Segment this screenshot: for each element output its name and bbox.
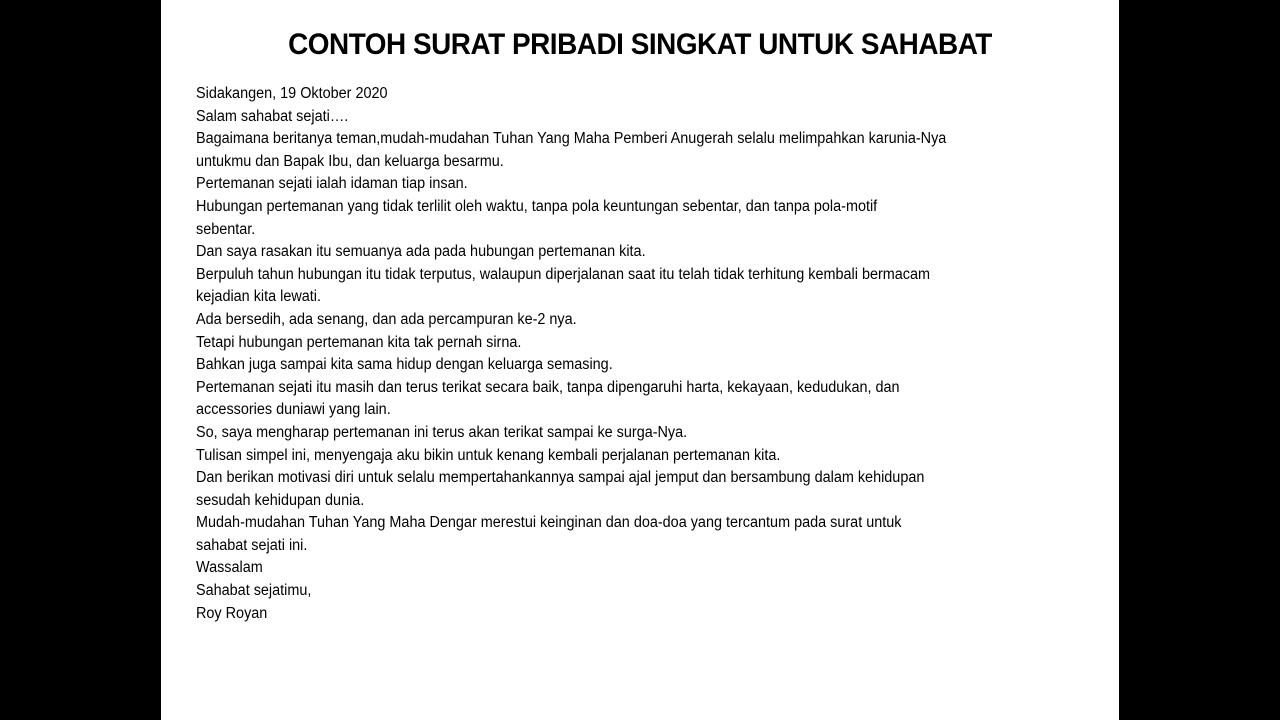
letter-line: untukmu dan Bapak Ibu, dan keluarga besarmu. (196, 152, 504, 170)
letter-line: Ada bersedih, ada senang, dan ada percampuran ke-2 nya. (196, 310, 577, 328)
letter-line: Dan berikan motivasi diri untuk selalu mempertahankannya sampai ajal jemput dan bersambung dalam kehidupan (196, 469, 925, 487)
letter-line: Berpuluh tahun hubungan itu tidak terputus, walaupun diperjalanan saat itu telah tidak terhitung kembali bermacam (196, 265, 931, 283)
letter-line: Tetapi hubungan pertemanan kita tak pernah sirna. (196, 333, 522, 351)
letter-line: sesudah kehidupan dunia. (196, 491, 365, 509)
letter-line: sahabat sejati ini. (196, 536, 308, 554)
letter-line: Tulisan simpel ini, menyengaja aku bikin untuk kenang kembali perjalanan pertemanan kita. (196, 446, 781, 464)
letter-line: sebentar. (196, 220, 256, 238)
letter-line: Dan saya rasakan itu semuanya ada pada hubungan pertemanan kita. (196, 243, 646, 261)
letter-line: Bahkan juga sampai kita sama hidup dengan keluarga semasing. (196, 356, 613, 374)
letter-closing: Wassalam (196, 559, 263, 577)
letter-line: kejadian kita lewati. (196, 288, 322, 306)
letter-line: Mudah-mudahan Tuhan Yang Maha Dengar merestui keinginan dan doa-doa yang tercantum pada surat untuk (196, 514, 902, 532)
document-title: CONTOH SURAT PRIBADI SINGKAT UNTUK SAHABAT (288, 28, 992, 61)
letter-line: Bagaimana beritanya teman,mudah-mudahan Tuhan Yang Maha Pemberi Anugerah selalu melimpahkan karunia-Nya (196, 130, 947, 148)
letter-line: So, saya mengharap pertemanan ini terus akan terikat sampai ke surga-Nya. (196, 423, 688, 441)
letter-body (196, 83, 1096, 625)
slide-page (161, 0, 1119, 720)
letter-signature: Roy Royan (196, 604, 268, 622)
letter-signoff: Sahabat sejatimu, (196, 582, 312, 600)
letter-line: Pertemanan sejati ialah idaman tiap insan. (196, 175, 468, 193)
letter-line: Hubungan pertemanan yang tidak terlilit oleh waktu, tanpa pola keuntungan sebentar, dan tanpa pola-motif (196, 197, 878, 215)
letter-greeting: Salam sahabat sejati…. (196, 107, 349, 125)
letter-date: Sidakangen, 19 Oktober 2020 (196, 85, 388, 102)
letter-line: Pertemanan sejati itu masih dan terus terikat secara baik, tanpa dipengaruhi harta, kekayaan, kedudukan, dan (196, 378, 900, 396)
letter-line: accessories duniawi yang lain. (196, 401, 391, 419)
